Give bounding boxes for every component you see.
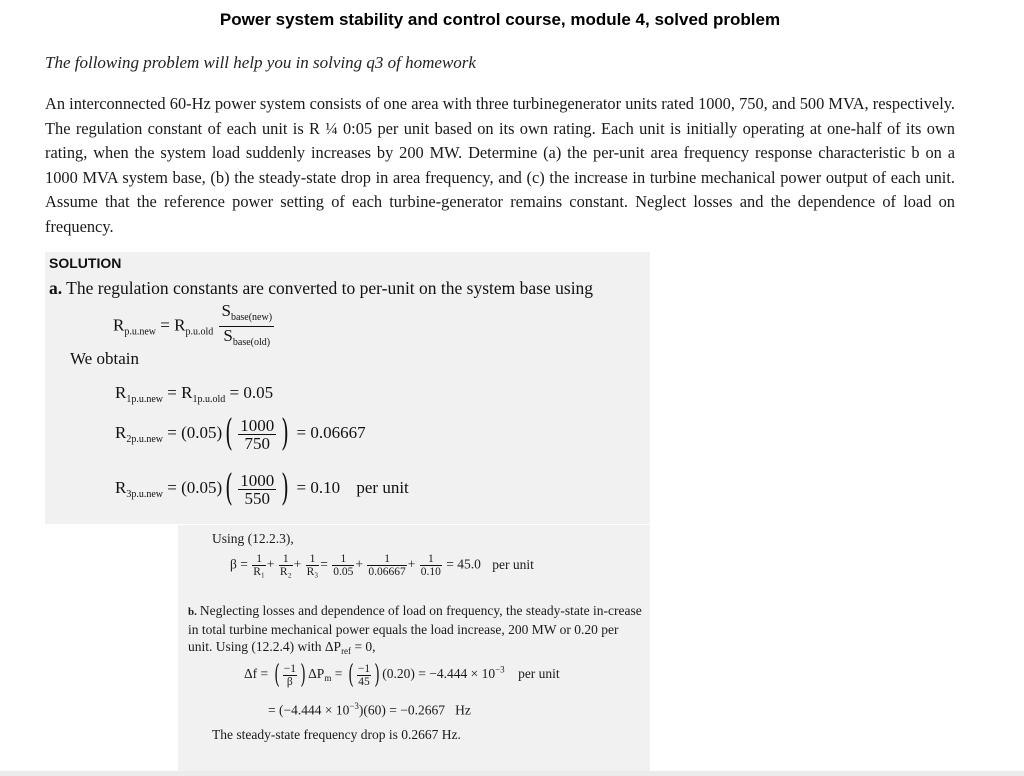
part-a-label: a. [49,278,63,298]
left-paren: ( [225,468,234,509]
delta-f-equation: Δf = ( $\frac{-1}{\beta}$ ) $\Delta P_m$ = ( $\frac{-1}{45}$ ) $(0.20) = -4.444 \times 10^{-3}$ per unit [244,660,560,690]
df-dpm: ΔP [308,666,325,682]
r1-lhs-sub: 1p.u.new [126,394,164,405]
r1-equation [115,383,273,405]
r2-pre: = (0.05) [167,422,223,442]
bottom-border [0,771,1024,776]
beta-term-6: $\frac{1}{0.10}$ [420,553,441,578]
r3-den: 550 [244,488,270,508]
r2-equation [115,413,366,454]
r2-den: 750 [244,433,270,453]
df2-exp: −3 [349,701,359,711]
part-b-sub: ref [341,646,352,656]
part-b-label: b. [188,606,197,618]
part-a-intro [49,278,593,299]
solution-lower-panel [178,525,650,771]
r2-lhs-sub: 2p.u.new [126,433,164,445]
df-exp: −3 [495,664,505,675]
page-title: Power system stability and control course, module 4, solved problem [219,10,781,29]
df-lhs: Δf = [244,666,269,682]
df2-pre: = (−4.444 × 10 [268,702,350,718]
df-eq: = [334,666,343,682]
r3-rhs: = 0.10 [296,477,341,497]
df-dpm-sub: m [324,673,332,684]
conv-rhs-sub: p.u.old [185,326,214,338]
df-frac-2: $\frac{-1}{45}$ [357,662,371,688]
r3-num: 1000 [240,470,275,490]
conv-den: S [223,326,233,345]
conversion-equation [113,302,276,351]
solution-upper-panel [45,252,650,524]
solution-heading: SOLUTION [49,255,122,271]
conv-num: S [221,301,231,320]
conv-lhs: R [113,315,125,335]
part-a-text: The regulation constants are converted to per-unit on the system base using [66,278,594,298]
r2-num: 1000 [240,415,275,435]
r3-lhs: R [115,477,127,497]
r1-lhs: R [115,383,127,402]
left-paren: ( [225,413,234,454]
beta-lhs: β = [230,556,248,572]
conclusion: The steady-state frequency drop is 0.2667 Hz. [212,727,461,742]
beta-term-2: $\frac{1}{\text{R₂}}$ [279,553,292,578]
df-unit: per unit [518,666,560,682]
problem-statement: An interconnected 60-Hz power system consists of one area with three turbinegenerator units rated 1000, 750, and 500 MVA, respectively. The regulation constant of each unit is R ¼ 0:05 per unit based on its own rating. Each unit is initially operating at one-half of its own rating, when the system load suddenly increases by 200 MW. Determine (a) the per-unit area frequency response characteristic b on a 1000 MVA system base, (b) the steady-state drop in area frequency, and (c) the increase in turbine mechanical power output of each unit. Assume that the reference power setting of each turbine-generator remains constant. Neglect losses and the dependence of load on frequency. [45,94,955,236]
conv-rhs: R [174,315,186,335]
part-b-text: Neglecting losses and dependence of load on frequency, the steady-state in-crease in total turbine mechanical power equals the load increase, 200 MW or 0.20 per unit. Using (12.2.4) with ΔP [188,603,642,654]
part-b-end: = 0, [351,639,376,654]
r2-lhs: R [115,422,127,442]
r1-mid-sub: 1p.u.old [192,394,226,405]
conv-num-sub: base(new) [230,312,273,323]
r1-rhs: = 0.05 [229,383,274,402]
conv-fraction [219,302,274,351]
using-ref: Using (12.2.3), [212,531,294,546]
r3-unit: per unit [356,477,409,497]
df-tail: (0.20) = −4.444 × 10 [382,666,496,682]
we-obtain: We obtain [70,349,139,368]
r3-pre: = (0.05) [167,477,223,497]
beta-term-3: $\frac{1}{\text{R₃}}$ [306,553,319,578]
r2-fraction [238,417,276,452]
r3-fraction [238,472,276,507]
part-b-paragraph [188,602,643,660]
r2-rhs: = 0.06667 [296,422,366,442]
beta-equation: β = $\frac{1}{\text{R₁}}$ + $\frac{1}{\text{R₂}}$ + $\frac{1}{\text{R₃}}$ = $\frac{1}{0.05}$ + $\frac{1}{0.06667}$ + $\frac{1}{0.10}$ = 45.0 per unit [230,553,534,578]
right-paren: ) [281,413,290,454]
beta-term-1: $\frac{1}{\text{R₁}}$ [253,553,265,578]
df-frac-1: $\frac{-1}{\beta}$ [283,662,296,688]
beta-unit: per unit [492,556,534,572]
subtitle: The following problem will help you in solving q3 of homework [45,53,476,72]
beta-term-5: $\frac{1}{0.06667}$ [368,553,406,578]
conv-den-sub: base(old) [232,337,271,348]
r1-mid: = R [167,383,193,402]
r3-lhs-sub: 3p.u.new [126,488,164,500]
conv-eq-sign: = [160,315,170,335]
r3-equation [115,468,409,509]
beta-term-4: $\frac{1}{0.05}$ [333,553,354,578]
conv-lhs-sub: p.u.new [124,326,157,338]
df2-post: )(60) = −0.2667 Hz [358,702,471,718]
beta-result: = 45.0 [446,556,481,572]
right-paren: ) [281,468,290,509]
delta-f-hz-equation [268,701,471,719]
